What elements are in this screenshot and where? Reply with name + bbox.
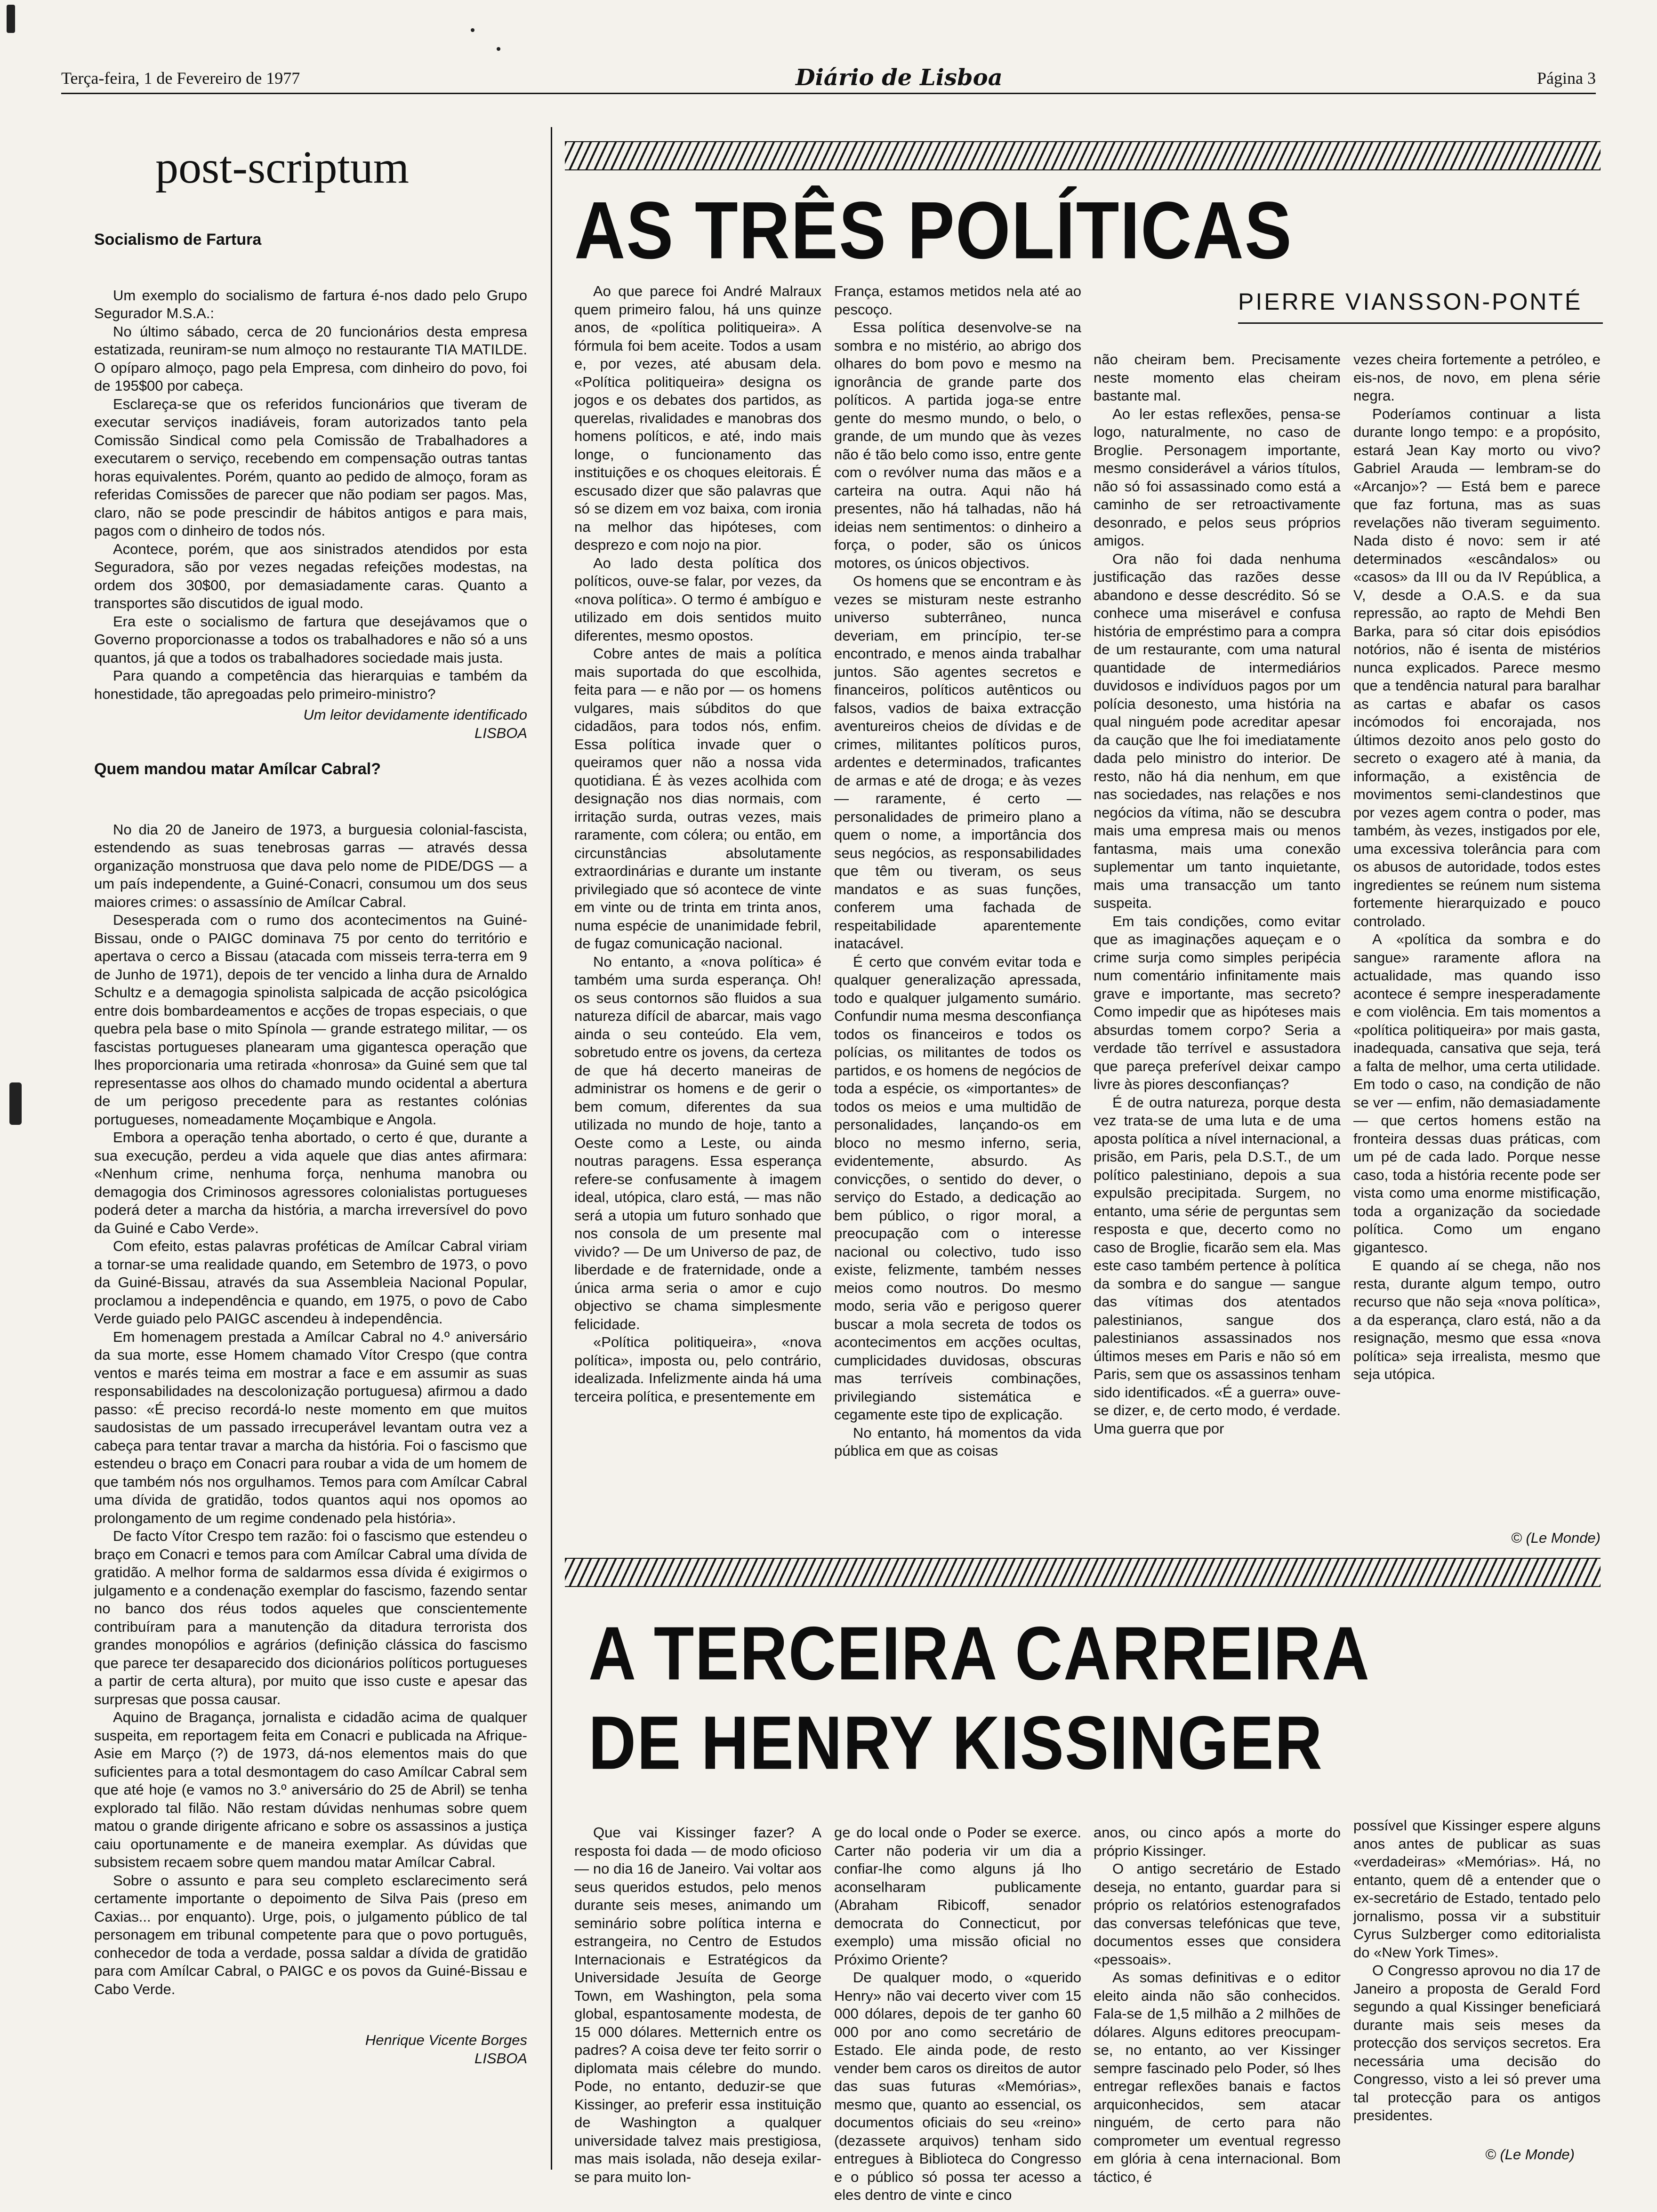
article-byline: PIERRE VIANSSON-PONTÉ [1238, 289, 1583, 315]
paragraph: Era este o socialismo de fartura que desejávamos que o Governo proporcionasse a todos os trabalhadores e não só a uns quantos, já que a todos os trabalhadores sociedade mais justa. [94, 613, 527, 666]
article-title-line1: A TERCEIRA CARREIRA [588, 1611, 1370, 1696]
paragraph: Em tais condições, como evitar que as imaginações aqueçam e o crime surja como simples peripécia num comentário infinitamente mais grave e importante, mas secreto? Como impedir que as hipóteses mais absurdas tomem corpo? Seria a verdade tão terrível e assustadora que pareça preferível deixar campo livre às piores desconfianças? [1094, 913, 1341, 1092]
article-column [1353, 1817, 1601, 2125]
paragraph: Sobre o assunto e para seu completo esclarecimento será certamente importante o depoimento de Silva Pais (preso em Caxias... por enquanto). Urge, pois, o julgamento público de tal personagem em tribunal competente para que o povo português, conhecedor de toda a verdade, possa saldar a dívida de gratidão para com Amílcar Cabral, o PAIGC e os povos da Guiné-Bissau e Cabo Verde. [94, 1872, 527, 1997]
paragraph: Aquino de Bragança, jornalista e cidadão acima de qualquer suspeita, em reportagem feita em Conacri e publicada na Afrique-Asie em Março (?) de 1973, dá-nos elementos mais do que suficientes para a total desmontagem do caso Amílcar Cabral sem que até hoje (e vamos no 3.º aniversário do 25 de Abril) se tenha explorado tal filão. Não restam dúvidas nenhumas sobre quem matou o grande dirigente africano e sobre os assassinos a justiça caiu oportunamente e de maneira exemplar. As dúvidas que subsistem recaem sobre quem mandou matar Amílcar Cabral. [94, 1709, 527, 1870]
scan-mark [7, 5, 15, 33]
paragraph: A «política da sombra e do sangue» raramente aflora na actualidade, mas quando isso acontece é sempre inesperadamente e com violência. Em tais momentos a «política politiqueira» por mais gasta, inadequada, cansativa que seja, terá a falta de melhor, uma certa utilidade. Em todo o caso, na condição de não se ver — enfim, não demasiadamente — que certos homens estão na fronteira dessas duas práticas, com um pé de cada lado. Porque nesse caso, toda a história recente pode ser vista como uma enorme mistificação, toda a organização da sociedade política. Como um engano gigantesco. [1353, 931, 1601, 1256]
letter-signature: Henrique Vicente Borges [365, 2032, 527, 2048]
article-column [834, 282, 1081, 1460]
paragraph: E quando aí se chega, não nos resta, durante algum tempo, outro recurso que não seja «nova política», a da esperança, claro está, não a da resignação, mesmo que essa «nova política» seja irrealista, mesmo que seja utópica. [1353, 1257, 1601, 1382]
paragraph: França, estamos metidos nela até ao pescoço. [834, 283, 1081, 318]
article-credit: © (Le Monde) [1511, 1530, 1601, 1546]
paragraph: Ao lado desta política dos políticos, ouve-se falar, por vezes, da «nova política». O termo é ambíguo e utilizado em dois sentidos muito diferentes, mesmo opostos. [574, 554, 821, 644]
paragraph: Em homenagem prestada a Amílcar Cabral no 4.º aniversário da sua morte, esse Homem chamado Vítor Crespo (que contra ventos e marés teima em mostrar a face e em assumir as suas responsabilidades na descolonização portuguesa) afirmou a dado passo: «É preciso recordá-lo neste momento em que muitos saudosistas de um passado irrecuperável levantam outra vez a cabeça para tentar travar a marcha da história. Foi o fascismo que estendeu o braço em Conacri para roubar a vida de um homem de que também nós nos orgulhamos. Temos para com Amílcar Cabral uma dívida de gratidão, todos quantos aqui nos opomos ao prolongamento de um regime condenado pela história». [94, 1328, 527, 1526]
scan-mark [497, 47, 500, 51]
article-column [574, 282, 821, 1406]
paragraph: Que vai Kissinger fazer? A resposta foi dada — de modo oficioso — no dia 16 de Janeiro. Vai voltar aos seus queridos estudos, pelo menos durante seis meses, animando um seminário sobre política interna e estrangeira, no Centro de Estudos Internacionais e Estratégicos da Universidade Jesuíta de George Town, em Washington, pela soma global, espantosamente modesta, de 15 000 dólares. Metternich entre os padres? A coisa deve ter feito sorrir o diplomata mais célebre do mundo. Pode, no entanto, deduzir-se que Kissinger, ao preferir essa instituição de Washington a qualquer universidade talvez mais prestigiosa, mas mais isolada, não deseja exilar-se para muito lon- [574, 1824, 821, 2185]
article-credit: © (Le Monde) [1485, 2146, 1575, 2163]
paragraph: Com efeito, estas palavras proféticas de Amílcar Cabral viriam a tornar-se uma realidade quando, em Setembro de 1973, o povo da Guiné-Bissau, através da sua Assembleia Nacional Popular, proclamou a independência e quando, em 1975, o povo de Cabo Verde guiado pelo PAIGC ascendeu à independência. [94, 1238, 527, 1327]
article-column [1094, 1824, 1341, 2186]
paragraph: Os homens que se encontram e às vezes se misturam neste estranho universo subterrâneo, nunca deveriam, em princípio, ter-se encontrado, e menos ainda trabalhar juntos. São agentes secretos e financeiros, políticos autênticos ou falsos, vadios de baixa extracção aventureiros cheios de dívidas e de crimes, militantes políticos puros, ardentes e determinados, traficantes de armas e até de droga; e às vezes — raramente, é certo — personalidades de primeiro plano a quem o nome, a importância dos seus negócios, as responsabilidades que têm ou tiveram, os seus mandatos e as suas funções, conferem uma fachada de respeitabilidade aparentemente inatacável. [834, 573, 1081, 952]
article-column [834, 1824, 1081, 2204]
page-number: Página 3 [1537, 69, 1596, 88]
article-title: AS TRÊS POLÍTICAS [574, 184, 1293, 276]
paragraph: Ao ler estas reflexões, pensa-se logo, naturalmente, no caso de Broglie. Personagem importante, mesmo considerável a vários títulos, não só foi assassinado como está a caminho de ser retroactivamente desonrado, e pelos seus próprios amigos. [1094, 405, 1341, 549]
paragraph: Um exemplo do socialismo de fartura é-nos dado pelo Grupo Segurador M.S.A.: [94, 287, 527, 321]
paragraph: Para quando a competência das hierarquias e também da honestidade, tão apregoadas pelo primeiro-ministro? [94, 667, 527, 702]
paragraph: É de outra natureza, porque desta vez trata-se de uma luta e de uma aposta política a nível internacional, a prisão, em Paris, pela D.S.T., de um político palestiniano, depois a sua expulsão precipitada. Surgem, no entanto, uma série de perguntas sem resposta e que, decerto como no caso de Broglie, ficarão sem ela. Mas este caso também pertence à política da sombra e do sangue — sangue das vítimas dos atentados palestinianos, sangue dos palestinianos assassinados nos últimos meses em Paris e não só em Paris, sem que os assassinos tenham sido identificados. «É a guerra» ouve-se dizer, e, de certo modo, é verdade. Uma guerra que por [1094, 1094, 1341, 1437]
paragraph: O antigo secretário de Estado deseja, no entanto, guardar para si próprio os relatórios estenografados das conversas telefónicas que teve, documentos esses que considera «pessoais». [1094, 1860, 1341, 1968]
signature-place: LISBOA [475, 724, 527, 741]
paragraph: Esclareça-se que os referidos funcionários que tiveram de executar serviços inadiáveis, foram autorizados tanto pela Comissão Sindical como pela Comissão de Trabalhadores a executarem o serviço, recebendo em compensação outras tantas horas equivalentes. Porém, quanto ao pedido de almoço, foram as referidas Comissões de parecer que não podiam ser pagos. Mas, claro, não se pode prescindir de hábitos antigos e para mais, pagos com o dinheiro de todos nós. [94, 395, 527, 539]
paragraph: não cheiram bem. Precisamente neste momento elas cheiram bastante mal. [1094, 351, 1341, 404]
paragraph: Embora a operação tenha abortado, o certo é que, durante a sua execução, perdeu a vida aquele que dias antes afirmara: «Nenhum crime, nenhuma força, nenhuma manobra ou demagogia dos Criminosos agressores colonialistas portugueses poderá deter a marcha da história, a marcha irreversível do povo da Guiné e Cabo Verde». [94, 1129, 527, 1236]
paragraph: Ora não foi dada nenhuma justificação das razões desse abandono e desse descrédito. Só se conhece uma miserável e confusa história de empréstimo para a compra de um restaurante, com uma natural quantidade de intermediários duvidosos e indivíduos pagos por um polícia desonesto, uma história na qual ninguém pode acreditar apesar da caução que lhe foi imediatamente dada pelo ministro do interior. De resto, não há dia nenhum, em que nas sociedades, nas relações e nos negócios da vítima, não se descubra mais uma empresa mais ou menos fantasma, mais uma conexão suplementar um tanto inquietante, mais uma transacção um tanto suspeita. [1094, 550, 1341, 911]
paragraph: Acontece, porém, que aos sinistrados atendidos por esta Seguradora, são por vezes negadas refeições modestas, na ordem dos 30$00, por demasiadamente caras. Quanto a transportes são discutidos de igual modo. [94, 540, 527, 611]
paragraph: O Congresso aprovou no dia 17 de Janeiro a proposta de Gerald Ford segundo a qual Kissinger beneficiará durante mais seis meses da protecção dos serviços secretos. Era necessária uma decisão do Congresso, visto a lei só prever uma tal protecção para os antigos presidentes. [1353, 1962, 1601, 2124]
scan-mark [9, 1082, 22, 1125]
paragraph: No entanto, a «nova política» é também uma surda esperança. Oh! os seus contornos são fluidos a sua natureza difícil de abarcar, mais vago ainda o seu conteúdo. Ela vem, sobretudo entre os jovens, da certeza de que há decerto maneiras de administrar os homens e de gerir o bem comum, diferentes da sua utilizada no mundo de hoje, tanto a Oeste como a Leste, ou ainda noutras paragens. Essa esperança refere-se confusamente à imagem ideal, utópica, claro está, — mas não será a utopia um futuro sonhado que nos consola de um presente mal vivido? — De um Universo de paz, de liberdade e de fraternidade, onde a única arma seria o amor e cujo objectivo se chama simplesmente felicidade. [574, 953, 821, 1332]
scan-mark [471, 28, 475, 32]
paragraph: É certo que convém evitar toda e qualquer generalização apressada, todo e qualquer julgamento sumário. Confundir numa mesma desconfiança todos os financeiros e todos os polícias, os militantes de todos os partidos, e os homens de negócios de toda a espécie, os «importantes» de todos os meios e uma multidão de personalidades, lançando-os em bloco no mesmo inferno, seria, evidentemente, absurdo. As convicções, o sentido do dever, o serviço do Estado, a dedicação ao bem público, o rigor moral, a preocupação com o interesse nacional ou colectivo, tudo isso existe, felizmente, também nesses meios como noutros. Do mesmo modo, seria vão e perigoso querer buscar a mola secreta de todos os acontecimentos em acções ocultas, cumplicidades duvidosas, obscuras mas terríveis combinações, privilegiando sistemática e cegamente este tipo de explicação. [834, 953, 1081, 1423]
paragraph: ge do local onde o Poder se exerce. Carter não poderia vir um dia a confiar-lhe como alguns já lho aconselharam publicamente (Abraham Ribicoff, senador democrata do Connecticut, por exemplo) uma missão oficial no Próximo Oriente? [834, 1824, 1081, 1968]
masthead-rule [61, 93, 1596, 94]
postscriptum-column [94, 231, 527, 2068]
section-heading: Quem mandou matar Amílcar Cabral? [94, 760, 381, 778]
hatched-rule [565, 1558, 1601, 1587]
postscriptum-title: post-scriptum [155, 142, 409, 193]
masthead [61, 64, 1596, 96]
paragraph: vezes cheira fortemente a petróleo, e eis-nos, de novo, em plena série negra. [1353, 351, 1601, 404]
paragraph: As somas definitivas e o editor eleito ainda não são conhecidos. Fala-se de 1,5 milhão a 2 milhões de dólares. Alguns editores preocupam-se, no entanto, ao ver Kissinger sempre fascinado pelo Poder, só lhes entregar reflexões banais e factos arquiconhecidos, sem atacar ninguém, de certo para não comprometer um eventual regresso em glória à cena internacional. Bom táctico, é [1094, 1969, 1341, 2185]
article-column [1094, 351, 1341, 1438]
letter-signature: Um leitor devidamente identificado [303, 706, 527, 723]
byline-rule [1238, 322, 1603, 324]
paragraph: De qualquer modo, o «querido Henry» não vai decerto viver com 15 000 dólares, depois de ter ganho 60 000 por ano como secretário de Estado. Ele ainda pode, de resto vender bem caros os direitos de autor das suas futuras «Memórias», mesmo que, quanto ao essencial, os documentos oficiais do seu «reino» (dezassete arquivos) tenham sido entregues à Biblioteca do Congresso e o público só possa ter acesso a eles dentro de vinte e cinco [834, 1969, 1081, 2203]
paragraph: De facto Vítor Crespo tem razão: foi o fascismo que estendeu o braço em Conacri e temos para com Amílcar Cabral uma dívida de gratidão. A melhor forma de saldarmos essa dívida é exigirmos o julgamento e a condenação exemplar do fascismo, fazendo sentar no banco dos réus todos aqueles que conscientemente contribuíram para a manutenção da ditadura terrorista dos grandes monopólios e agrários (definição clássica do fascismo que parece ter desaparecido dos dicionários políticos portugueses a partir de certa altura), por muito que isso custe e apesar das surpresas que possa causar. [94, 1528, 527, 1707]
paragraph: Desesperada com o rumo dos acontecimentos na Guiné-Bissau, onde o PAIGC dominava 75 por cento do território e apertava o cerco a Bissau (atacada com misseis terra-terra em 9 de Junho de 1971), depois de ter vencido a linha dura de Arnaldo Schultz e a demagogia spinolista salpicada de acção psicológica entre dois bombardeamentos e acções de tropas especiais, o que quebra pela base o mito Spínola — grande estratego militar, — os fascistas portugueses planearam uma gigantesca operação que lhes proporcionaria uma retirada «honrosa» da Guiné sem que tal representasse aos olhos do chamado mundo ocidental a abertura de um perigoso precedente para as restantes colónias portugueses, nomeadamente Moçambique e Angola. [94, 912, 527, 1128]
section-heading: Socialismo de Fartura [94, 231, 262, 248]
paragraph: Poderíamos continuar a lista durante longo tempo: e a propósito, estará Jean Kay morto ou vivo? Gabriel Arauda — lembram-se do «Arcanjo»? — Está bem e parece que faz fortuna, mas as suas revelações não tiveram seguimento. Nada disto é novo: sem ir até determinados «escândalos» ou «casos» da III ou da IV República, a V, desde a O.A.S. e da sua repressão, ao rapto de Mehdi Ben Barka, para só citar dois episódios notórios, não é isenta de mistérios nunca explicados. Parece mesmo que a tendência natural para baralhar as cartas e abafar os casos incómodos foi encorajada, nos últimos dezoito anos pelo gosto do secreto o exagero até à mania, da informação, a existência de movimentos semi-clandestinos que por vezes agem contra o poder, mas também, às vezes, instigados por ele, uma excessiva tolerância para com os abusos de autoridade, todos estes ingredientes se reúnem num sistema fortemente hierarquizado e pouco controlado. [1353, 405, 1601, 930]
paragraph: No último sábado, cerca de 20 funcionários desta empresa estatizada, reuniram-se num almoço no restaurante TIA MATILDE. O opíparo almoço, pago pela Empresa, com dinheiro do povo, foi de 195$00 por cabeça. [94, 323, 527, 394]
signature-place: LISBOA [475, 2050, 527, 2067]
issue-date: Terça-feira, 1 de Fevereiro de 1977 [61, 69, 300, 88]
paragraph: «Política politiqueira», «nova política», imposta ou, pelo contrário, idealizada. Infelizmente ainda há uma terceira política, e presentemente em [574, 1334, 821, 1405]
article-column [574, 1824, 821, 2186]
hatched-rule [565, 141, 1601, 170]
paragraph: possível que Kissinger espere alguns anos antes de publicar as suas «verdadeiras» «Memórias». Há, no entanto, quem dê a entender que o ex-secretário de Estado, tentado pelo jornalismo, possa vir a substituir Cyrus Sulzberger como editorialista do «New York Times». [1353, 1817, 1601, 1961]
article-title-line2: DE HENRY KISSINGER [588, 1700, 1323, 1785]
article-column [1353, 351, 1601, 1384]
column-divider [551, 127, 552, 2170]
paragraph: anos, ou cinco após a morte do próprio Kissinger. [1094, 1824, 1341, 1859]
paragraph: No dia 20 de Janeiro de 1973, a burguesia colonial-fascista, estendendo as suas tenebrosas garras — através dessa organização monstruosa que dava pelo nome de PIDE/DGS — a um país independente, a Guiné-Conacri, consumou um dos seus maiores crimes: o assassínio de Amílcar Cabral. [94, 821, 527, 910]
paragraph: Ao que parece foi André Malraux quem primeiro falou, há uns quinze anos, de «política politiqueira». A fórmula foi bem aceite. Todos a usam e, por vezes, até abusam dela. «Política politiqueira» designa os jogos e os debates dos partidos, as querelas, rivalidades e manobras dos homens políticos, e até, indo mais longe, o funcionamento das instituições e os choques eleitorais. É escusado dizer que são palavras que só se dizem em voz baixa, com ironia na melhor das hipóteses, com desprezo e com nojo na pior. [574, 283, 821, 553]
paragraph: No entanto, há momentos da vida pública em que as coisas [834, 1424, 1081, 1459]
paragraph: Cobre antes de mais a política mais suportada do que escolhida, feita para — e não por — os homens vulgares, mais súbditos do que cidadãos, para todos nós, enfim. Essa política invade quer o queiramos quer não a nossa vida quotidiana. É às vezes acolhida com designação nos dias normais, com irritação surda, outras vezes, mais raramente, com cólera; ou então, em circunstâncias absolutamente extraordinárias e durante um instante privilegiado que só acontece de vinte em vinte ou de trinta em trinta anos, numa espécie de unanimidade febril, de fugaz comunicação nacional. [574, 645, 821, 952]
paragraph: Essa política desenvolve-se na sombra e no mistério, ao abrigo dos olhares do bom povo e mesmo na ignorância de grande parte dos políticos. A partida joga-se entre gente do mesmo mundo, o belo, o grande, de um mundo que às vezes não é tão belo como isso, entre gente com o revólver numa das mãos e a carteira na outra. Aqui não há presentes, não há talhadas, não há ideias nem sentimentos: o dinheiro a força, o poder, são os únicos motores, os únicos objectivos. [834, 319, 1081, 571]
newspaper-name: Diário de Lisboa [796, 64, 1003, 91]
